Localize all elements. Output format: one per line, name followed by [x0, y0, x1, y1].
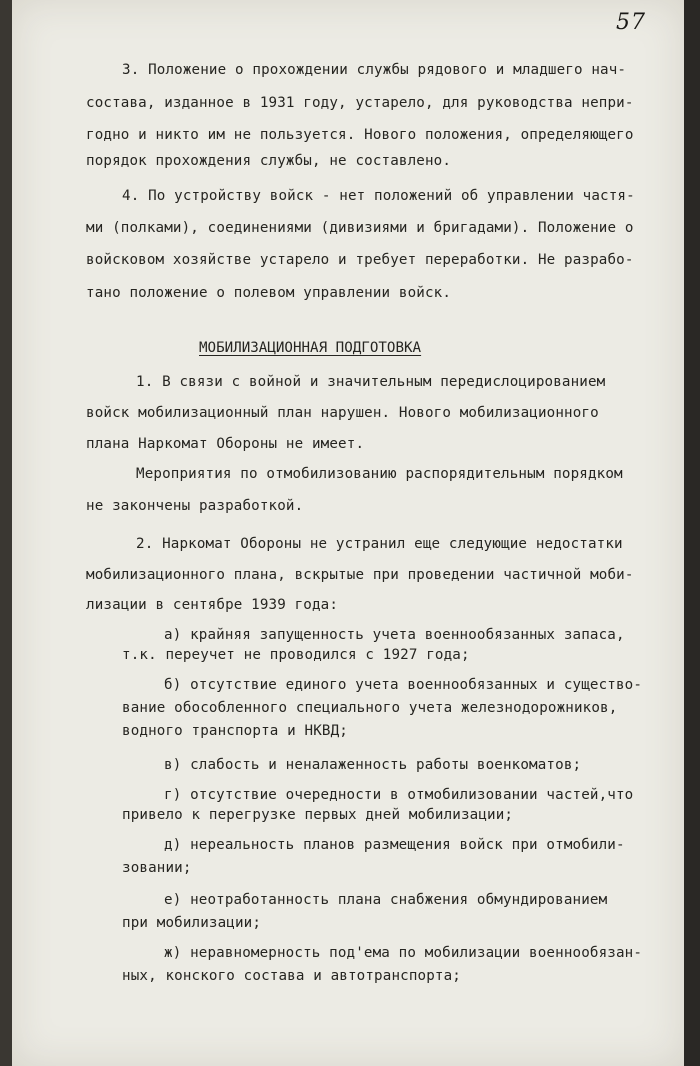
text-line: годно и никто им не пользуется. Нового положения, определяющего — [86, 127, 634, 143]
text-line: 4. По устройству войск - нет положений об управлении частя- — [122, 188, 635, 204]
list-item: ж) неравномерность под'ема по мобилизации военнообязан- — [164, 945, 643, 961]
list-item: б) отсутствие единого учета военнообязанных и существо- — [164, 677, 643, 693]
list-item: т.к. переучет не проводился с 1927 года; — [122, 647, 470, 663]
text-line: ми (полками), соединениями (дивизиями и бригадами). Положение о — [86, 220, 634, 236]
list-item: е) неотработанность плана снабжения обмундированием — [164, 892, 608, 908]
text-line: состава, изданное в 1931 году, устарело, для руководства непри- — [86, 95, 634, 111]
text-line: мобилизационного плана, вскрытые при проведении частичной моби- — [86, 567, 634, 583]
scan-right-edge — [684, 0, 700, 1066]
list-item: зовании; — [122, 860, 192, 876]
text-line: 1. В связи с войной и значительным передислоцированием — [136, 374, 606, 390]
text-line: 3. Положение о прохождении службы рядового и младшего нач- — [122, 62, 627, 78]
document-page — [12, 0, 684, 1066]
text-line: не закончены разработкой. — [86, 498, 304, 514]
text-line: порядок прохождения службы, не составлено. — [86, 153, 452, 169]
list-item: д) нереальность планов размещения войск при отмобили- — [164, 837, 625, 853]
list-item: а) крайняя запущенность учета военнообязанных запаса, — [164, 627, 625, 643]
list-item: водного транспорта и НКВД; — [122, 723, 348, 739]
text-line: плана Наркомат Обороны не имеет. — [86, 436, 365, 452]
list-item: привело к перегрузке первых дней мобилизации; — [122, 807, 514, 823]
text-line: 2. Наркомат Обороны не устранил еще следующие недостатки — [136, 536, 623, 552]
list-item: г) отсутствие очередности в отмобилизовании частей,что — [164, 787, 634, 803]
text-line: тано положение о полевом управлении войск. — [86, 285, 452, 301]
text-line: Мероприятия по отмобилизованию распорядительным порядком — [136, 466, 623, 482]
list-item: в) слабость и неналаженность работы военкоматов; — [164, 757, 582, 773]
list-item: вание обособленного специального учета железнодорожников, — [122, 700, 618, 716]
list-item: ных, конского состава и автотранспорта; — [122, 968, 461, 984]
page-number: 57 — [616, 10, 646, 35]
text-line: войсковом хозяйстве устарело и требует переработки. Не разрабо- — [86, 252, 634, 268]
text-line: войск мобилизационный план нарушен. Нового мобилизационного — [86, 405, 599, 421]
scan-left-edge — [0, 0, 12, 1066]
text-line: лизации в сентябре 1939 года: — [86, 597, 339, 613]
list-item: при мобилизации; — [122, 915, 262, 931]
section-heading: МОБИЛИЗАЦИОННАЯ ПОДГОТОВКА — [199, 340, 422, 356]
